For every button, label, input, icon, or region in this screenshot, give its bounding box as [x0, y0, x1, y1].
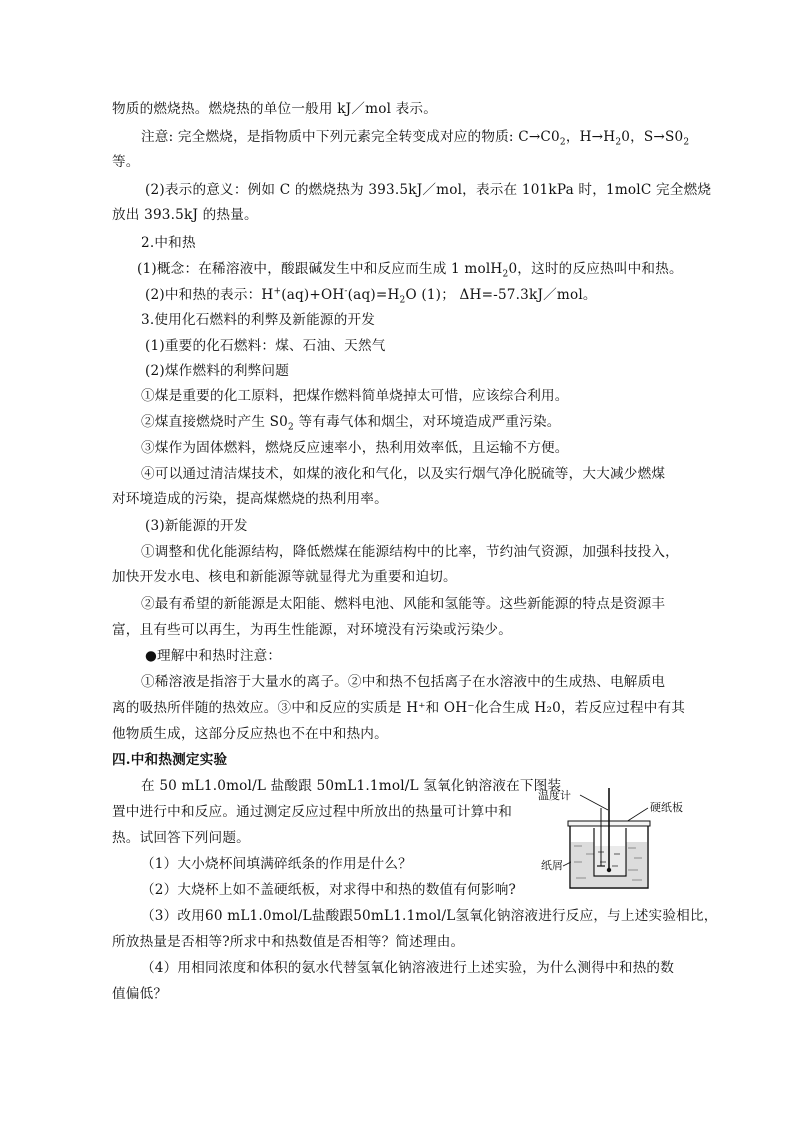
section-heading: 四.中和热测定实验 — [112, 752, 228, 768]
text-line: 富，且有些可以再生，为再生性能源，对环境没有污染或污染少。 — [112, 622, 513, 638]
question-1: （1）大小烧杯间填满碎纸条的作用是什么？ — [141, 856, 412, 872]
text-line: ①稀溶液是指溶于大量水的离子。②中和热不包括离子在水溶液中的生成热、电解质电 — [141, 674, 666, 690]
board-leader — [626, 808, 648, 822]
text-line: 物质的燃烧热。燃烧热的单位一般用 kJ／mol 表示。 — [112, 101, 438, 117]
text-line: (2)煤作燃料的利弊问题 — [145, 363, 289, 379]
text-line: 所放热量是否相等?所求中和热数值是否相等？简述理由。 — [112, 934, 465, 950]
section-heading: 2.中和热 — [141, 235, 196, 251]
text-line: (1)概念：在稀溶液中，酸跟碱发生中和反应而生成 1 molH$_2$0，这时的反应热叫中和热。 — [137, 261, 683, 280]
text-line: 置中进行中和反应。通过测定反应过程中所放出的热量可计算中和 — [112, 804, 513, 820]
thermometer-leader — [580, 795, 608, 810]
text-line: 注意: 完全燃烧，是指物质中下列元素完全转变成对应的物质: $C\to C0_2$，$H\to H_20$，$S\to S0_2$ — [141, 129, 690, 148]
paper-label: 纸屑 — [541, 859, 563, 872]
text-line: 他物质生成，这部分反应热也不在中和热内。 — [112, 726, 388, 742]
text-line: 加快开发水电、核电和新能源等就显得尤为重要和迫切。 — [112, 569, 457, 585]
text-line: 放出 393.5kJ 的热量。 — [112, 207, 258, 223]
question-2: （2）大烧杯上如不盖硬纸板，对求得中和热的数值有何影响? — [141, 882, 516, 898]
text-line: ②煤直接燃烧时产生 $S0_2$ 等有毒气体和烟尘，对环境造成严重污染。 — [141, 414, 561, 433]
text-line: ③煤作为固体燃料，燃烧反应速率小，热利用效率低，且运输不方便。 — [141, 440, 569, 456]
board-label: 硬纸板 — [650, 801, 683, 814]
text-line: (2)中和热的表示：$H^+(aq)+OH^-(aq)=H_2O$ (1)； ΔH=-57.3kJ／mol。 — [145, 286, 597, 306]
question-4: （4）用相同浓度和体积的氨水代替氢氧化钠溶液进行上述实验，为什么测得中和热的数 — [141, 960, 675, 976]
calorimeter-diagram — [538, 784, 690, 892]
question-3: （3）改用60 mL1.0mol/L盐酸跟50mL1.1mol/L氢氧化钠溶液进行反应，与上述实验相比， — [141, 908, 718, 924]
thermometer-label: 温度计 — [538, 789, 571, 802]
thermometer-bulb — [607, 868, 611, 872]
text-line: (2)表示的意义：例如 C 的燃烧热为 393.5kJ／mol，表示在 101kPa 时，1molC 完全燃烧 — [145, 182, 712, 198]
text-line: 值偏低？ — [112, 986, 168, 1002]
text-line: 等。 — [112, 154, 140, 170]
text-line: ①煤是重要的化工原料，把煤作燃料简单烧掉太可惜，应该综合利用。 — [141, 388, 569, 404]
text-line: ④可以通过清洁煤技术，如煤的液化和气化，以及实行烟气净化脱硫等，大大减少燃煤 — [141, 466, 666, 482]
text-line: ①调整和优化能源结构，降低燃煤在能源结构中的比率，节约油气资源，加强科技投入， — [141, 544, 679, 560]
text-line: (3)新能源的开发 — [145, 518, 248, 534]
text-line: 在 50 mL1.0mol/L 盐酸跟 50mL1.1mol/L 氢氧化钠溶液在下图装 — [141, 778, 562, 794]
text-line: (1)重要的化石燃料：煤、石油、天然气 — [145, 338, 386, 354]
text-line: 热。试回答下列问题。 — [112, 830, 250, 846]
text-line: 离的吸热所伴随的热效应。③中和反应的实质是 H⁺和 OH⁻化合生成 H₂0，若反应过程中有其 — [112, 700, 686, 716]
text-line: ②最有希望的新能源是太阳能、燃料电池、风能和氢能等。这些新能源的特点是资源丰 — [141, 596, 666, 612]
section-heading: 3.使用化石燃料的利弊及新能源的开发 — [141, 312, 376, 328]
text-line: 对环境造成的污染，提高煤燃烧的热利用率。 — [112, 491, 388, 507]
text-line: ●理解中和热时注意： — [145, 648, 282, 664]
